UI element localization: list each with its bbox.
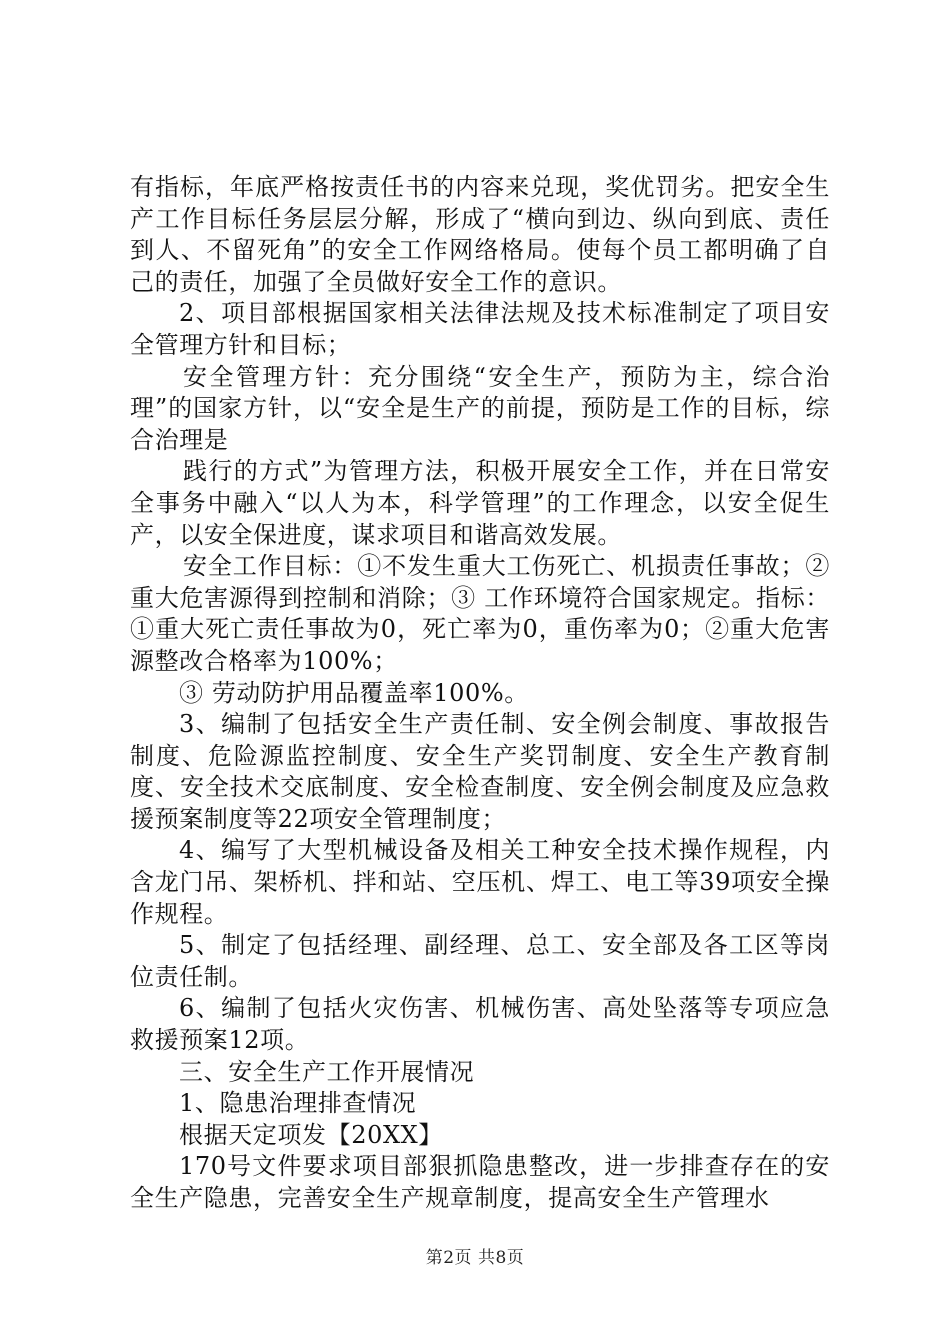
paragraph-item-2: 2、项目部根据国家相关法律法规及技术标准制定了项目安全管理方针和目标； — [130, 299, 830, 359]
paragraph-safety-policy: 安全管理方针：充分围绕“安全生产，预防为主，综合治理”的国家方针，以“安全是生产的前提，预防是工作的目标，综合治理是 — [130, 362, 830, 454]
paragraph-hazard-rectification: 170号文件要求项目部狠抓隐患整改，进一步排查存在的安全生产隐患，完善安全生产规章制度，提高安全生产管理水 — [130, 1152, 830, 1212]
paragraph-protective-equipment: ③ 劳动防护用品覆盖率100%。 — [179, 678, 529, 707]
paragraph-item-5: 5、制定了包括经理、副经理、总工、安全部及各工区等岗位责任制。 — [130, 931, 830, 991]
paragraph-safety-goals: 安全工作目标：①不发生重大工伤死亡、机损责任事故；②重大危害源得到控制和消除；③ 工作环境符合国家规定。指标：①重大死亡责任事故为0，死亡率为0，重伤率为0；②重大危害源整改合格率为100%； — [130, 552, 830, 675]
paragraph-item-3: 3、编制了包括安全生产责任制、安全例会制度、事故报告制度、危险源监控制度、安全生产奖罚制度、安全生产教育制度、安全技术交底制度、安全检查制度、安全例会制度及应急救援预案制度等22项安全管理制度； — [130, 710, 830, 833]
paragraph-item-4: 4、编写了大型机械设备及相关工种安全技术操作规程，内含龙门吊、架桥机、拌和站、空压机、焊工、电工等39项安全操作规程。 — [130, 836, 830, 928]
paragraph-item-6: 6、编制了包括火灾伤害、机械伤害、高处坠落等专项应急救援预案12项。 — [130, 994, 830, 1055]
subsection-heading-1: 1、隐患治理排查情况 — [179, 1089, 417, 1118]
page-number-footer: 第2页 共8页 — [425, 1248, 525, 1268]
document-body — [130, 172, 830, 1215]
paragraph-document-reference: 根据天定项发【20XX】 — [179, 1120, 443, 1149]
section-heading-3: 三、安全生产工作开展情况 — [179, 1057, 475, 1086]
paragraph-policy-continued: 践行的方式”为管理方法，积极开展安全工作，并在日常安全事务中融入“以人为本，科学管理”的工作理念，以安全促生产，以安全保进度，谋求项目和谐高效发展。 — [130, 457, 830, 549]
paragraph-responsibility-results: 有指标，年底严格按责任书的内容来兑现，奖优罚劣。把安全生产工作目标任务层层分解，形成了“横向到边、纵向到底、责任到人、不留死角”的安全工作网络格局。使每个员工都明确了自己的责任，加强了全员做好安全工作的意识。 — [130, 173, 830, 296]
